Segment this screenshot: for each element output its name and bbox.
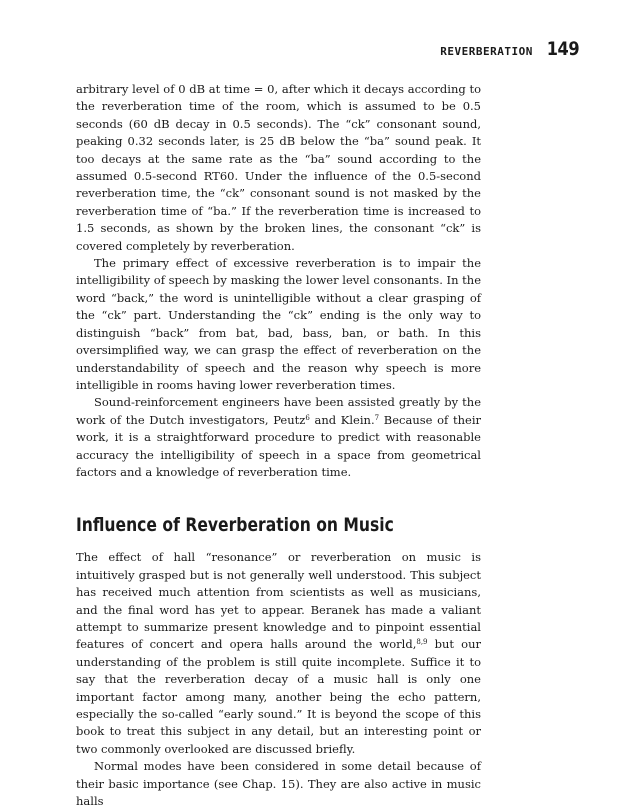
paragraph-continued: arbitrary level of 0 dB at time = 0, after which it decays according to the reverberation time of the room, which is assumed to be 0.5 seconds (60 dB decay in 0.5 seconds). The “ck” consonant sound, peaking 0.32 seconds later, is 25 dB below the “ba” sound peak. It too decays at the same rate as the “ba” sound according to the assumed 0.5-second RT60. Under the influence of the 0.5-second reverberation time, the “ck” consonant sound is not masked by the reverberation time of “ba.” If the reverberation time is increased to 1.5 seconds, as shown by the broken lines, the consonant “ck” is covered completely by reverberation. xyxy=(76,82,481,253)
paragraph-text: but our understanding of the problem is still quite incomplete. Suffice it to say that the reverberation decay of a music hall is only one important factor among many, another being the echo pattern, especially the so-called “early sound.” It is beyond the scope of this book to treat this subject in any detail, but an interesting point or two commonly overlooked are discussed briefly. xyxy=(76,637,481,756)
page-body xyxy=(76,81,481,810)
paragraph-text: Because of their work, it is a straightforward procedure to predict with reasonable accuracy the intelligibility of speech in a space from geometrical factors and a knowledge of reverberation time. xyxy=(76,412,481,479)
paragraph-text: Sound-reinforcement engineers have been assisted greatly by the work of the Dutch investigators, Peutz xyxy=(76,395,481,427)
page-number: 149 xyxy=(546,38,579,60)
citation-ref: 7 xyxy=(374,413,380,422)
running-head xyxy=(440,38,579,60)
paragraph-normal-modes: Normal modes have been considered in some detail because of their basic importance (see Chap. 15). They are also active in music halls xyxy=(76,759,481,809)
section-heading: Influence of Reverberation on Music xyxy=(76,514,394,537)
citation-ref: 6 xyxy=(305,413,310,422)
paragraph-text: and Klein. xyxy=(309,412,375,427)
paragraph-text: The effect of hall “resonance” or reverberation on music is intuitively grasped but is not generally well understood. This subject has received much attention from scientists as well as musicians, and the final word has yet to appear. Beranek has made a valiant attempt to summarize present knowledge and to pinpoint essential features of concert and opera halls around the world, xyxy=(76,550,481,652)
citation-ref: 8,9 xyxy=(416,638,428,647)
paragraph-intelligibility: The primary effect of excessive reverberation is to impair the intelligibility of speech by masking the lower level consonants. In the word “back,” the word is unintelligible without a clear grasping of the “ck” part. Understanding the “ck” ending is the only way to distinguish “back” from bat, bad, bass, ban, or bath. In this oversimplified way, we can grasp the effect of reverberation on the understandability of speech and the reason why speech is more intelligible in rooms having lower reverberation times. xyxy=(76,256,481,392)
running-title: REVERBERATION xyxy=(440,45,533,58)
paragraph-music xyxy=(76,549,481,758)
paragraph-sound-reinforcement xyxy=(76,394,481,481)
